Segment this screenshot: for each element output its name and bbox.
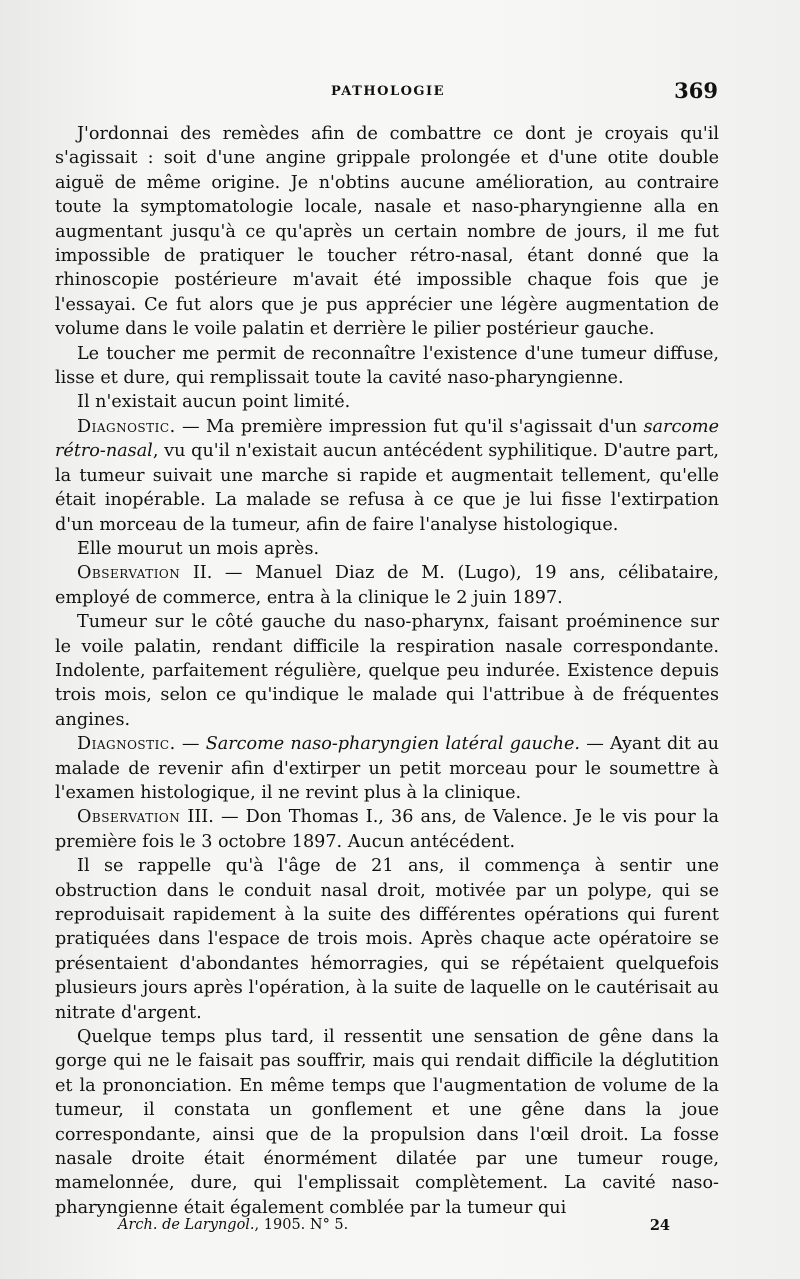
paragraph (55, 342, 719, 391)
paragraph-text: Il se rappelle qu'à l'âge de 21 ans, il commença à sentir une obstruction dans le conduit nasal droit, motivée par un polype, qui se reproduisait rapidement à la suite des différentes opérations qui furent pratiquées dans l'espace de trois mois. Après chaque acte opératoire se présentaient d'abondantes hémorragies, qui se répétaient quelquefois plusieurs jours après l'opération, à la suite de laquelle on le cautérisait au nitrate d'argent. (55, 856, 719, 1023)
running-head: PATHOLOGIE (330, 84, 446, 99)
page-number: 369 (674, 78, 718, 103)
paragraph-text: , vu qu'il n'existait aucun antécédent syphilitique. D'autre part, la tumeur suivait une marche si rapide et augmentait tellement, qu'elle était inopérable. La malade se refusa à ce que je lui fisse l'extirpation d'un morceau de la tumeur, afin de faire l'analyse histologique. (55, 441, 719, 535)
section-lead: Diagnostic. (77, 416, 176, 437)
paragraph (55, 732, 719, 805)
paragraph-text: Quelque temps plus tard, il ressentit une sensation de gêne dans la gorge qui ne le faisait pas souffrir, mais qui rendait difficile la déglutition et la prononciation. En même temps que l'augmentation de volume de la tumeur, il constata un gonflement et une gêne dans la joue correspondante, ainsi que de la propulsion dans l'œil droit. La fosse nasale droite était énormément dilatée par une tumeur rouge, mamelonnée, dure, qui l'emplissait complètement. La cavité naso-pharyngienne était également comblée par la tumeur qui (55, 1027, 719, 1218)
paragraph (55, 390, 719, 414)
paragraph-text: Il n'existait aucun point limité. (77, 392, 351, 413)
paragraph-text: Tumeur sur le côté gauche du naso-pharynx, faisant proéminence sur le voile palatin, rendant difficile la respiration nasale correspondante. Indolente, parfaitement régulière, quelque peu indurée. Existence depuis trois mois, selon ce qu'indique le malade qui l'attribue à de fréquentes angines. (55, 612, 719, 730)
paragraph-text: J'ordonnai des remèdes afin de combattre ce dont je croyais qu'il s'agissait : soit d'une angine grippale prolongée et d'une otite double aiguë de même origine. Je n'obtins aucune amélioration, au contraire toute la symptomatologie locale, nasale et naso-pharyngienne alla en augmentant jusqu'à ce qu'après un certain nombre de jours, il me fut impossible de pratiquer le toucher rétro-nasal, étant donné que la rhinoscopie postérieure m'avait été impossible chaque fois que je l'essayai. Ce fut alors que je pus apprécier une légère augmentation de volume dans le voile palatin et derrière le pilier postérieur gauche. (55, 124, 719, 340)
paragraph-text: Le toucher me permit de reconnaître l'existence d'une tumeur diffuse, lisse et dure, qui remplissait toute la cavité naso-pharyngienne. (55, 343, 719, 389)
paragraph (55, 854, 719, 1025)
emphasis: sarcome rétro-nasal (55, 416, 719, 462)
section-lead: Diagnostic. (77, 734, 176, 755)
signature-mark: 24 (649, 1217, 670, 1234)
source-title: Arch. de Laryngol. (118, 1217, 255, 1233)
paragraph (55, 610, 719, 732)
paragraph (55, 537, 719, 561)
paragraph (55, 805, 719, 854)
paragraph-text: — Ma première impression fut qu'il s'agissait d'un (175, 416, 644, 437)
paragraph (55, 122, 719, 342)
page-footer (118, 1217, 670, 1241)
paragraph (55, 561, 719, 610)
footer-source (118, 1217, 348, 1233)
paragraph-text: III. — Don Thomas I., 36 ans, de Valence. Je le vis pour la première fois le 3 octobre 1897. Aucun antécédent. (55, 807, 719, 852)
source-details: , 1905. N° 5. (254, 1217, 349, 1233)
page-header (58, 78, 718, 104)
section-lead: Observation (77, 807, 181, 828)
body-text (55, 122, 719, 1220)
emphasis: Sarcome naso-pharyngien latéral gauche. (205, 734, 580, 755)
paragraph (55, 415, 719, 537)
paragraph-text: — (175, 734, 206, 755)
paragraph-text: Elle mourut un mois après. (77, 538, 320, 559)
paragraph-text: II. — Manuel Diaz de M. (Lugo), 19 ans, célibataire, employé de commerce, entra à la clinique le 2 juin 1897. (55, 563, 719, 608)
section-lead: Observation (77, 563, 181, 584)
paragraph-text: — Ayant dit au malade de revenir afin d'extirper un petit morceau pour le soumettre à l'examen histologique, il ne revint plus à la clinique. (55, 734, 720, 803)
paragraph (55, 1025, 719, 1220)
